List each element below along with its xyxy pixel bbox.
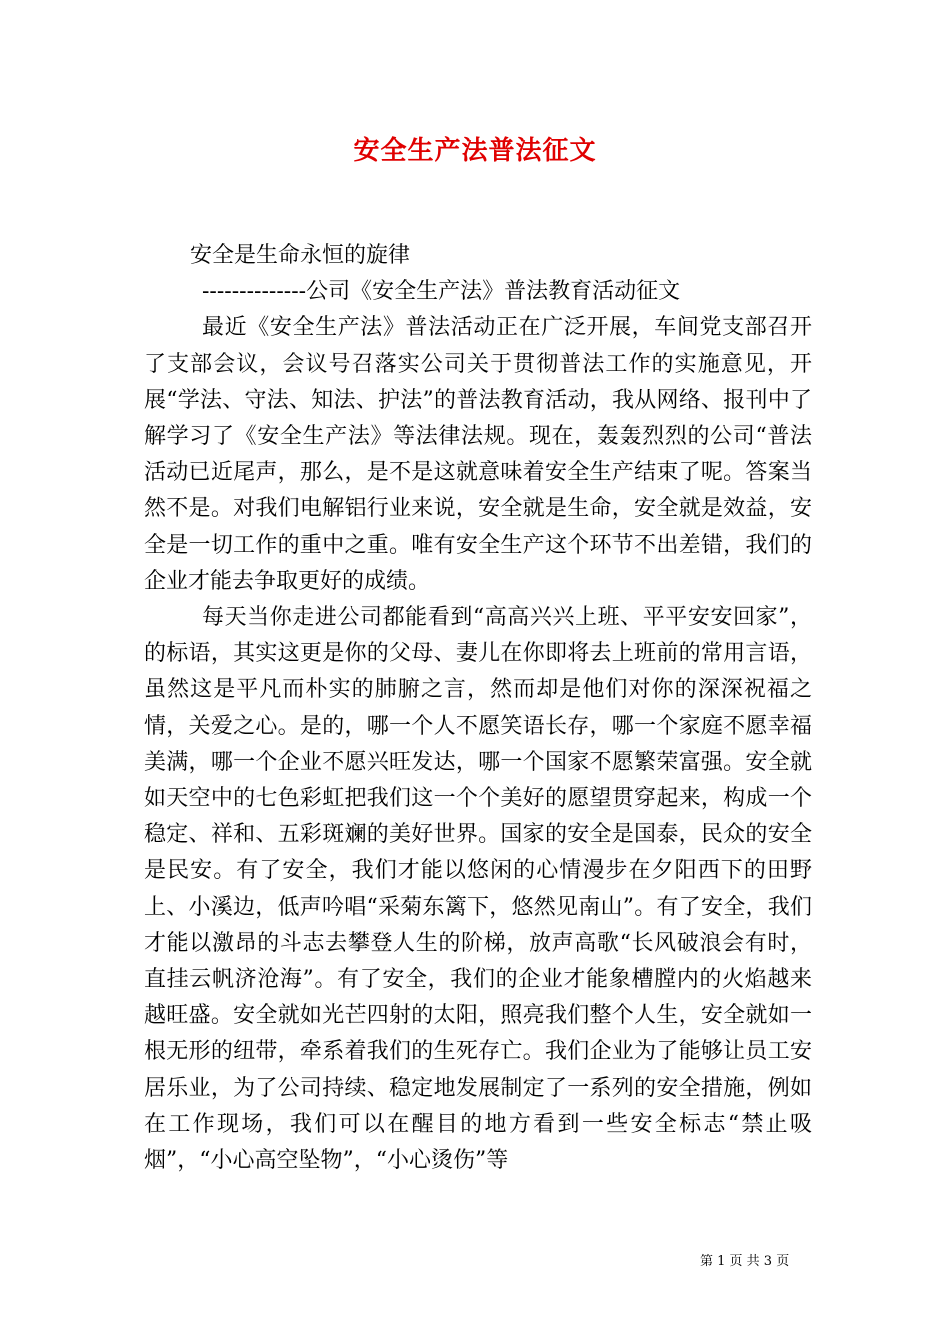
document-dash-subtitle: --------------公司《安全生产法》普法教育活动征文 [202,279,681,305]
document-subtitle: 安全是生命永恒的旋律 [190,243,411,268]
paragraph-1: 最近《安全生产法》普法活动正在广泛开展，车间党支部召开了支部会议，会议号召落实公司关于贯彻普法工作的实施意见，开展“学法、守法、知法、护法”的普法教育活动，我从网络、报刊中了解学习了《安全生产法》等法律法规。现在，轰轰烈烈的公司“普法活动已近尾声，那么，是不是这就意味着安全生产结束了呢。答案当然不是。对我们电解铝行业来说，安全就是生命，安全就是效益，安全是一切工作的重中之重。唯有安全生产这个环节不出差错，我们的企业才能去争取更好的成绩。 [144,315,812,594]
page-number: 第 1 页 共 3 页 [700,1254,790,1269]
document-title: 安全生产法普法征文 [353,136,597,166]
article-body [144,238,812,1179]
paragraph-2: 每天当你走进公司都能看到“高高兴兴上班、平平安安回家”，的标语，其实这更是你的父母、妻儿在你即将去上班前的常用言语，虽然这是平凡而朴实的肺腑之言，然而却是他们对你的深深祝福之情，关爱之心。是的，哪一个人不愿笑语长存，哪一个家庭不愿幸福美满，哪一个企业不愿兴旺发达，哪一个国家不愿繁荣富强。安全就如天空中的七色彩虹把我们这一个个美好的愿望贯穿起来，构成一个稳定、祥和、五彩斑斓的美好世界。国家的安全是国泰，民众的安全是民安。有了安全，我们才能以悠闲的心情漫步在夕阳西下的田野上、小溪边，低声吟唱“采菊东篱下，悠然见南山”。有了安全，我们才能以激昂的斗志去攀登人生的阶梯，放声高歌“长风破浪会有时，直挂云帆济沧海”。有了安全，我们的企业才能象槽膛内的火焰越来越旺盛。安全就如光芒四射的太阳，照亮我们整个人生，安全就如一根无形的纽带，牵系着我们的生死存亡。我们企业为了能够让员工安居乐业，为了公司持续、稳定地发展制定了一系列的安全措施，例如在工作现场，我们可以在醒目的地方看到一些安全标志“禁止吸烟”，“小心高空坠物”，“小心烫伤”等 [144,605,812,1174]
